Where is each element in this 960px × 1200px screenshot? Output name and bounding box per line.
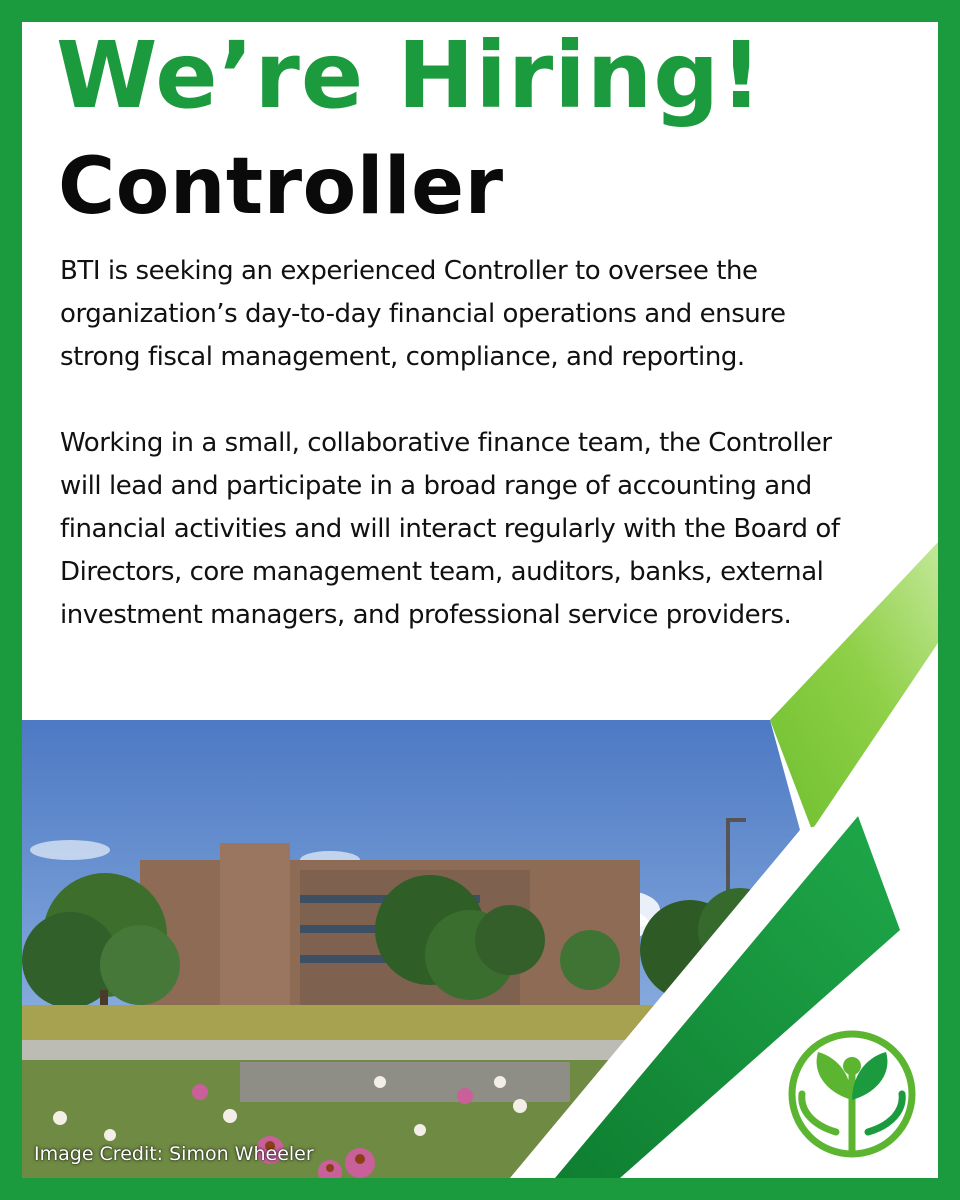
headline: We’re Hiring! [56,22,764,129]
description-paragraph-1: BTI is seeking an experienced Controller to oversee the organization’s day-to-day financial operations and ensure strong fiscal management, compliance, and reporting. [60,256,786,372]
sprouting-plant-circuit-icon [792,1034,912,1154]
light-green-chevron [770,540,940,830]
description-paragraph-2: Working in a small, collaborative finance team, the Controller will lead and participate in a broad range of accounting and financial activities and will interact regularly with the Board of Directors, core management team, auditors, banks, external investment managers, and professional service providers. [60,428,840,630]
image-credit: Image Credit: Simon Wheeler [34,1143,314,1165]
job-title: Controller [58,142,504,232]
